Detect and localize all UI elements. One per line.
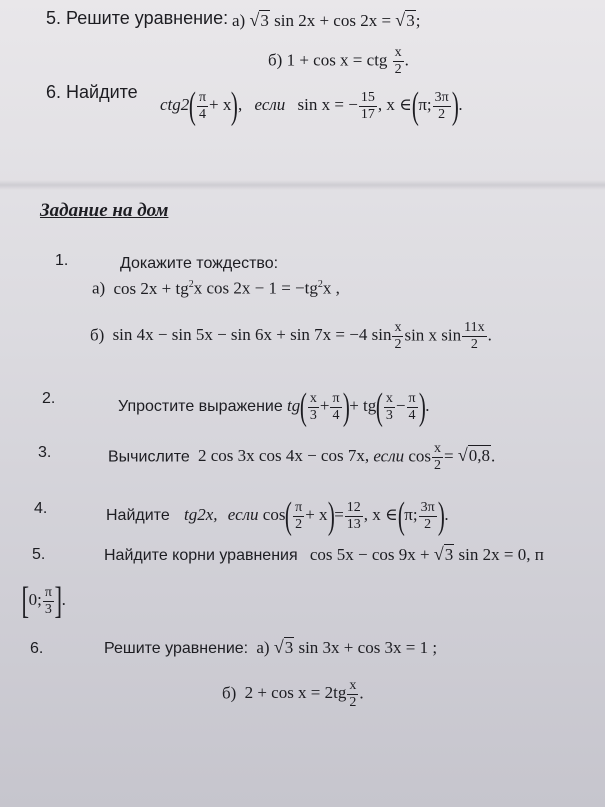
hw2-expr: Упростите выражение tg( $\frac{x}{3}$ + $\frac{\pi}{4}$ )+ tg( $\frac{x}{3}$ − $\frac{\pi}{4}$ ). [118,386,430,428]
hw6a: Решите уравнение: а) √3 sin 3x + cos 3x = 1 ; [104,637,438,657]
problem-5b-prefix: б) [268,50,283,70]
problem-5a-prefix: а) [232,11,246,30]
hw1-title: Докажите тождество: [120,255,279,272]
sqrt-3: √3 [249,10,269,30]
problem-5b-expr: 1 + cos x = ctg [286,50,388,70]
problem-5a: а) √3 sin 2x + cos 2x = √3; [232,10,421,30]
hw1a: а) $\cos 2x + tg^2x$ $\cos 2x - 1 = -tg^2x$ , [92,278,340,298]
hw5-expr: Найдите корни уравнения cos 5x − cos 9x + √3 sin 2x = 0, п [104,544,544,564]
problem-5-label: 5. Решите уравнение: [46,8,229,28]
hw3-expr: Вычислите 2 cos 3x cos 4x − cos 7x, если cos $\frac{x}{2}$ = √0,8. [108,441,496,473]
problem-5a-expr: sin 2x + cos 2x = [274,11,392,30]
hw2-number: 2. [42,390,56,407]
paper-fold [0,180,605,190]
fraction-x-over-2: $\frac{x}{2}$ [394,45,402,77]
hw4-number: 4. [34,500,48,517]
hw4-expr: Найдите tg2x, если cos( $\frac{\pi}{2}$ + x)= $\frac{12}{13}$ , x ∈(π; $\frac{3\pi}{2}$ ). [106,495,449,537]
homework-heading: Задание на дом [40,200,169,221]
problem-5b: б) 1 + cos x = ctg $\frac{x}{2}$ . [268,45,409,77]
hw6b: б) 2 + cos x = 2tg $\frac{x}{2}$ . [222,678,364,710]
problem-6-expr: ctg2( $\frac{\pi}{4}$ + x), если sin x = − $\frac{15}{17}$ , x ∈(π; $\frac{3\pi}{2}$ ). [160,85,463,127]
sqrt-3-rhs: √3 [395,10,415,30]
hw6-number: 6. [30,640,44,657]
hw5-number: 5. [32,546,46,563]
hw5-interval: [0; $\frac{\pi}{3}$ ]. [21,580,66,622]
problem-6-label: 6. Найдите [46,82,138,102]
hw1-number: 1. [55,252,69,269]
hw1b: б) sin 4x − sin 5x − sin 6x + sin 7x = −4 sin $\frac{x}{2}$ sin x sin $\frac{11x}{2}$ . [90,320,492,352]
hw3-number: 3. [38,444,52,461]
